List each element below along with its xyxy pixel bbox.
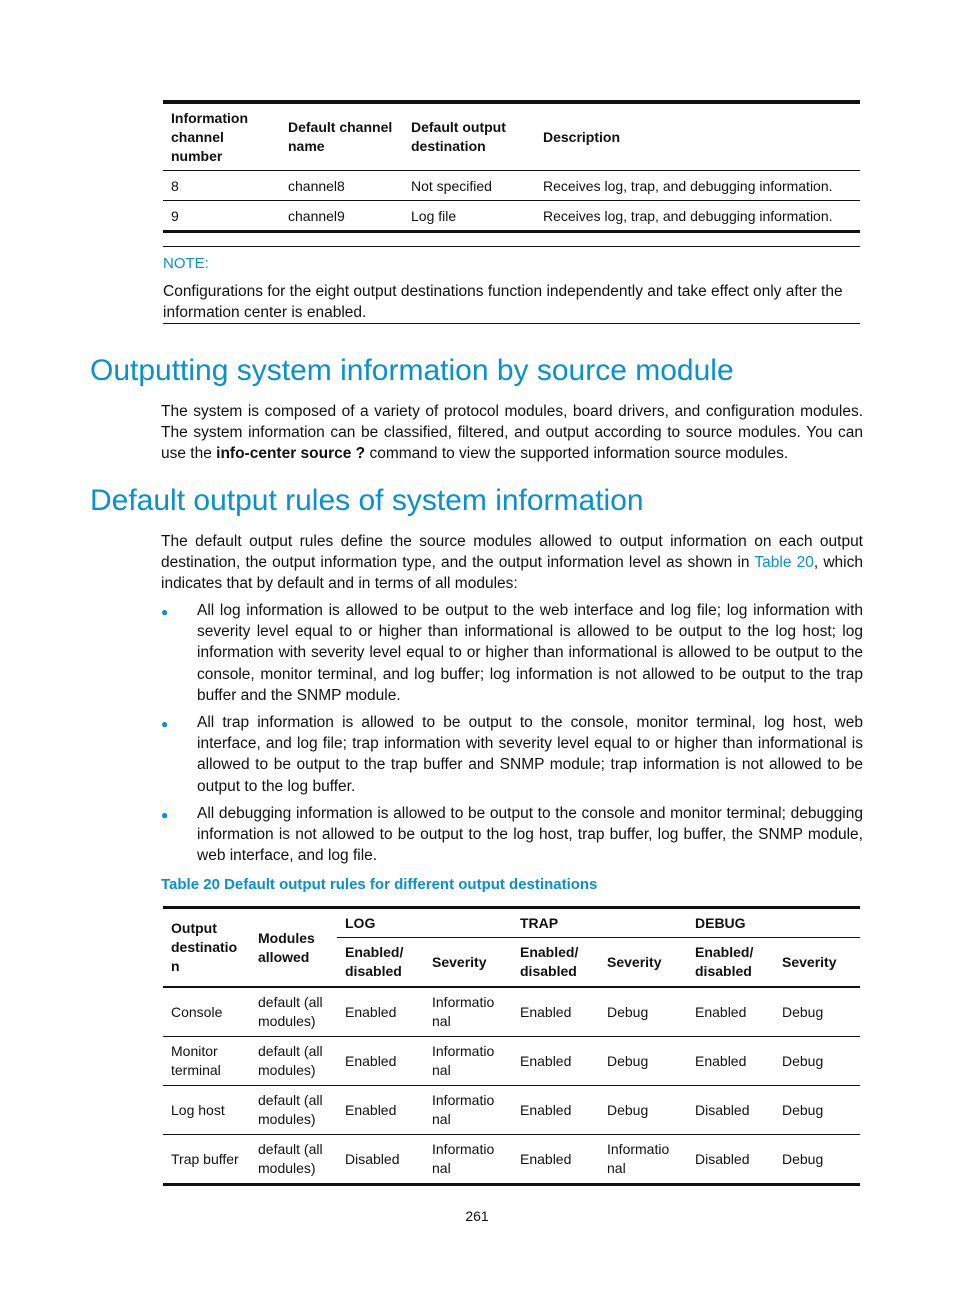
col-header: Information channel number xyxy=(171,109,248,164)
list-item xyxy=(161,712,863,797)
table-cell: Not specified xyxy=(411,177,492,194)
table-cell: Informatio nal xyxy=(432,994,495,1029)
table-cell: Enabled xyxy=(345,1003,397,1020)
list-item-text: All trap information is allowed to be output to the console, monitor terminal, log host, web interface, and log file; trap information with severity level equal to or higher than informational is allowed to be output to the trap buffer and SNMP module; trap information is not allowed to be output to the log buffer. xyxy=(197,714,863,795)
sub-header-severity: Severity xyxy=(782,953,837,970)
table-row xyxy=(163,1037,860,1086)
table-cell: Informatio nal xyxy=(432,1141,495,1176)
list-item-text: All debugging information is allowed to be output to the console and monitor terminal; debugging information is not allowed to be output to the log host, trap buffer, log buffer, the SNMP module, web interface, and log file. xyxy=(197,805,863,865)
table-row xyxy=(163,201,860,232)
table-cell: Debug xyxy=(782,1150,824,1167)
table-cell: Receives log, trap, and debugging information. xyxy=(543,177,833,194)
channel-table xyxy=(163,100,860,233)
table-cell: Enabled xyxy=(520,1101,572,1118)
col-header: Default output destination xyxy=(411,119,506,154)
table-cell: Debug xyxy=(607,1052,649,1069)
list-item xyxy=(161,600,863,706)
table-row xyxy=(163,1135,860,1185)
list-item xyxy=(161,803,863,867)
table-cell: channel9 xyxy=(288,207,345,224)
group-header-log: LOG xyxy=(337,908,512,938)
table-cell: Trap buffer xyxy=(171,1150,239,1167)
col-header: Description xyxy=(543,128,621,145)
table-cell: Console xyxy=(171,1003,223,1020)
table-cell: Enabled xyxy=(345,1101,397,1118)
table-cell: Enabled xyxy=(695,1052,747,1069)
table-cell: Informatio nal xyxy=(432,1092,495,1127)
table-cell: Disabled xyxy=(695,1150,750,1167)
table-cell: Enabled xyxy=(520,1052,572,1069)
group-header-trap: TRAP xyxy=(512,908,687,938)
col-header: Default channel name xyxy=(288,119,393,154)
col-header-output: Output destinatio n xyxy=(171,920,238,974)
table-cell: Enabled xyxy=(695,1003,747,1020)
table-cell: Debug xyxy=(607,1003,649,1020)
table-cell: Debug xyxy=(782,1003,824,1020)
table-cell: Disabled xyxy=(695,1101,750,1118)
table-cell: Monitor terminal xyxy=(171,1043,221,1078)
page-number: 261 xyxy=(465,1208,489,1224)
sub-header-severity: Severity xyxy=(607,953,662,970)
bullet-icon: ● xyxy=(161,605,169,619)
table-cell: Informatio nal xyxy=(607,1141,670,1176)
paragraph-text: command to view the supported information source modules. xyxy=(365,445,789,463)
section-heading: Outputting system information by source module xyxy=(90,354,734,387)
section-paragraph xyxy=(161,531,863,595)
list-item-text: All log information is allowed to be output to the web interface and log file; log information with severity level equal to or higher than informational is allowed to be output to the log host; log information with severity level equal to or higher than informational is allowed to be output to the console, monitor terminal, and log buffer; log information is not allowed to be output to the trap buffer and the SNMP module. xyxy=(197,602,863,704)
table-cell: Enabled xyxy=(520,1150,572,1167)
paragraph-text: The system is composed of a variety of protocol modules, board drivers, and configuration modules. The system information can be classified, filtered, and output according to source modules. You can use the xyxy=(161,403,863,463)
sub-header-severity: Severity xyxy=(432,953,487,970)
bullet-icon: ● xyxy=(161,717,169,731)
table-cell: Receives log, trap, and debugging information. xyxy=(543,207,833,224)
table-cell: Informatio nal xyxy=(432,1043,495,1078)
table-header-row xyxy=(163,102,860,171)
table-cell: Log file xyxy=(411,207,457,224)
table-row xyxy=(163,171,860,201)
table-row xyxy=(163,1086,860,1135)
table-cell: Disabled xyxy=(345,1150,400,1167)
table-cell: 9 xyxy=(171,207,179,224)
table-cell: Enabled xyxy=(345,1052,397,1069)
section-paragraph xyxy=(161,401,863,465)
table-link[interactable]: Table 20 xyxy=(754,554,814,572)
table-cell: default (all modules) xyxy=(258,1043,323,1078)
table-cell: 8 xyxy=(171,177,179,194)
table-cell: Enabled xyxy=(520,1003,572,1020)
table-cell: Log host xyxy=(171,1101,225,1118)
note-label: NOTE: xyxy=(163,255,209,272)
col-header-modules: Modules allowed xyxy=(258,929,315,965)
table-cell: default (all modules) xyxy=(258,1141,323,1176)
table-caption: Table 20 Default output rules for different output destinations xyxy=(161,876,598,893)
table-cell: Debug xyxy=(782,1052,824,1069)
table-header-row xyxy=(163,908,860,938)
paragraph-text: , which indicates that by default and in terms of all modules: xyxy=(161,554,863,593)
note-top-rule xyxy=(163,246,860,247)
note-text: Configurations for the eight output destinations function independently and take effect only after the information center is enabled. xyxy=(163,283,843,321)
table-row xyxy=(163,987,860,1037)
section-heading: Default output rules of system information xyxy=(90,484,644,517)
sub-header-enabled: Enabled/ disabled xyxy=(695,944,754,979)
table-cell: channel8 xyxy=(288,177,345,194)
table-cell: Debug xyxy=(607,1101,649,1118)
table-cell: default (all modules) xyxy=(258,994,323,1029)
sub-header-enabled: Enabled/ disabled xyxy=(345,944,404,979)
paragraph-text: The default output rules define the source modules allowed to output information on each output destination, the output information type, and the output information level as shown in xyxy=(161,533,863,572)
note-bottom-rule xyxy=(163,323,860,324)
command-text: info-center source ? xyxy=(216,445,366,463)
table-cell: default (all modules) xyxy=(258,1092,323,1127)
table-cell: Debug xyxy=(782,1101,824,1118)
output-rules-table xyxy=(163,906,860,1186)
sub-header-enabled: Enabled/ disabled xyxy=(520,944,579,979)
group-header-debug: DEBUG xyxy=(687,908,860,938)
bullet-icon: ● xyxy=(161,808,169,822)
